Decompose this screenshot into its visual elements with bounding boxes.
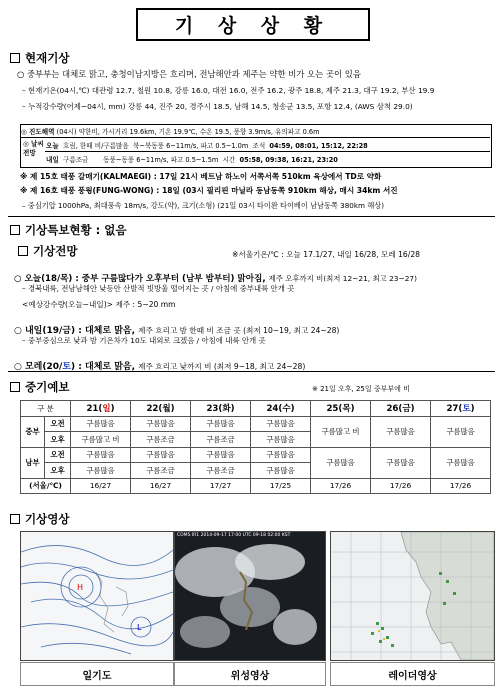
section-outlook	[18, 243, 77, 259]
section-outlook-heading: 기상전망	[33, 244, 78, 258]
tomorrow-marine-row: 내일 구름조금 동풍~동풍 6~11m/s, 파고 0.5~1.5m 시간 05:58, 09:38, 16:21, 23:20	[46, 156, 338, 164]
header-day: 27(토)	[431, 401, 491, 417]
today-marine-row: 오늘 흐림, 한때 비/구름많음 북~북동풍 6~11m/s, 파고 0.5~1.0m 조석 04:59, 08:01, 15:12, 22:28	[46, 142, 368, 150]
weekly-forecast-table	[20, 400, 491, 494]
table-cell: 구름많음	[191, 447, 251, 463]
table-cell: 구름조금	[191, 463, 251, 479]
table-cell: 구름많음	[191, 416, 251, 432]
jindo-label: ◎ 진도해역	[21, 128, 55, 136]
divider	[8, 216, 495, 217]
table-cell: 구름많음	[131, 416, 191, 432]
radar-image	[330, 531, 495, 661]
header-gubun: 구 분	[21, 401, 71, 417]
marine-detail-box	[20, 124, 492, 168]
table-cell: 구름많음	[371, 447, 431, 478]
table-cell: 구름많음	[371, 416, 431, 447]
header-day: 21(일)	[71, 401, 131, 417]
weather-map-image	[20, 531, 174, 661]
table-cell: 구름많음	[71, 416, 131, 432]
table-cell: 구름조금	[131, 432, 191, 448]
square-bullet-icon	[10, 53, 20, 63]
caption-satellite: 위성영상	[174, 662, 326, 686]
square-bullet-icon	[18, 246, 28, 256]
pm-label: 오후	[45, 432, 71, 448]
table-cell: 구름많음	[251, 432, 311, 448]
table-cell: 구름많음	[131, 447, 191, 463]
header-day: 26(금)	[371, 401, 431, 417]
table-cell: 구름조금	[191, 432, 251, 448]
outlook-label: ◎ 날씨 전망	[23, 140, 44, 157]
section-images	[10, 511, 69, 527]
caption-weather-map: 일기도	[20, 662, 174, 686]
jindo-text: (04시) 약한비, 가시거리 19.6km, 기온 19.9℃, 수온 19.5, 풍향 3.9m/s, 유의파고 0.6m	[56, 128, 320, 136]
current-summary: ○ 중부부는 대체로 맑고, 충청이남지방은 흐리며, 전남해안과 제주는 약한 비가 오는 곳이 있음	[17, 69, 361, 79]
section-current-heading: 현재기상	[25, 51, 70, 65]
region-south: 남부	[21, 447, 45, 478]
seoul-temps: ※서울기온/℃ : 오늘 17.1/27, 내일 16/28, 모레 16/28	[232, 250, 420, 259]
current-temps: – 현재기온(04시,℃) 대관령 12.7, 철원 10.8, 강릉 16.0, 대전 16.0, 전주 16.2, 광주 18.8, 제주 21.3, 대구 19.2, 부산 19.9	[22, 86, 435, 95]
section-current	[10, 50, 69, 66]
section-weekly	[10, 379, 69, 395]
section-special-heading: 기상특보현황 : 없음	[25, 223, 127, 237]
table-row	[21, 478, 491, 494]
outlook-today-note: – 경북내륙, 전남남해안 낮동안 산발적 빗방울 떨어지는 곳 / 아침에 중부내륙 안개 곳	[22, 284, 295, 293]
weekly-note: ※ 21일 오후, 25일 중부부에 비	[312, 385, 410, 393]
divider	[8, 371, 495, 372]
table-row	[21, 416, 491, 432]
am-label: 오전	[45, 447, 71, 463]
table-cell: 구름많음	[431, 447, 491, 478]
header-day: 23(화)	[191, 401, 251, 417]
table-cell: 16/27	[71, 478, 131, 494]
header-day: 25(목)	[311, 401, 371, 417]
typhoon-16: ※ 제 16호 태풍 풍웡(FUNG-WONG) : 18일 (03시 필리핀 마닐라 동남동쪽 910km 해상, 매시 34km 서진	[20, 186, 398, 195]
table-cell: 17/26	[371, 478, 431, 494]
table-row	[21, 447, 491, 463]
table-cell: 구름많음	[251, 416, 311, 432]
rain-expectation: <예상강수량(오늘~내일)> 제주 : 5~20 mm	[22, 300, 176, 309]
section-weekly-heading: 중기예보	[25, 380, 70, 394]
table-cell: 구름많음	[71, 463, 131, 479]
outlook-dayafter: ○ 모레(20/토) : 대체로 맑음, 제주 흐리고 낮까지 비 (최저 9~18, 최고 24~28)	[14, 362, 306, 372]
typhoon-16-detail: – 중심기압 1000hPa, 최대풍속 18m/s, 강도(약), 크기(소형) (21일 03시 타이완 타이베이 남남동쪽 380km 해상)	[22, 201, 385, 210]
pm-label: 오후	[45, 463, 71, 479]
section-images-heading: 기상영상	[25, 512, 70, 526]
satellite-image	[174, 531, 326, 661]
am-label: 오전	[45, 416, 71, 432]
table-cell: 구름많음	[311, 447, 371, 478]
svg-text:H: H	[77, 583, 84, 592]
table-cell: 구름많음	[71, 447, 131, 463]
table-cell: 구름많음	[251, 463, 311, 479]
table-cell: 17/26	[431, 478, 491, 494]
table-cell: 구름많고 비	[311, 416, 371, 447]
table-cell: 17/27	[191, 478, 251, 494]
typhoon-15: ※ 제 15호 태풍 갈매기(KALMAEGI) : 17일 21시 베트남 하노이 서쪽서쪽 510km 육상에서 TD로 약화	[20, 172, 382, 181]
table-cell: 17/25	[251, 478, 311, 494]
outlook-tomorrow-note: – 중부중심으로 낮과 밤 기온차가 10도 내외로 크겠음 / 아침에 내륙 안개 곳	[22, 336, 266, 345]
satellite-header: COMS IR1 2014-09-17 17:00 UTC 09-18 02:00 KST	[177, 533, 291, 538]
section-special	[10, 222, 126, 238]
table-cell: 구름조금	[131, 463, 191, 479]
table-cell: 구름많음	[251, 447, 311, 463]
header-day: 24(수)	[251, 401, 311, 417]
svg-text:L: L	[137, 623, 142, 632]
header-day: 22(월)	[131, 401, 191, 417]
square-bullet-icon	[10, 225, 20, 235]
table-cell: 구름많고 비	[71, 432, 131, 448]
seoul-label: (서울/℃)	[21, 478, 71, 494]
region-central: 중부	[21, 416, 45, 447]
table-cell: 17/26	[311, 478, 371, 494]
page-title: 기 상 상 황	[136, 8, 370, 41]
table-cell: 구름많음	[431, 416, 491, 447]
outlook-tomorrow: ○ 내일(19/금) : 대체로 맑음, 제주 흐리고 밤 한때 비 조금 곳 (최저 10~19, 최고 24~28)	[14, 326, 340, 336]
table-header-row	[21, 401, 491, 417]
caption-radar: 레이더영상	[330, 662, 495, 686]
outlook-today: ○ 오늘(18/목) : 중부 구름많다가 오후부터 (남부 밤부터) 맑아짐, 제주 오후까지 비(최저 12~21, 최고 23~27)	[14, 274, 417, 284]
square-bullet-icon	[10, 514, 20, 524]
table-cell: 16/27	[131, 478, 191, 494]
square-bullet-icon	[10, 382, 20, 392]
current-rain: – 누적강수량(어제~04시, mm) 강릉 44, 진주 20, 경주시 18.5, 남해 14.5, 청송군 13.5, 포항 12.4, (AWS 삼척 29.0)	[22, 102, 413, 111]
